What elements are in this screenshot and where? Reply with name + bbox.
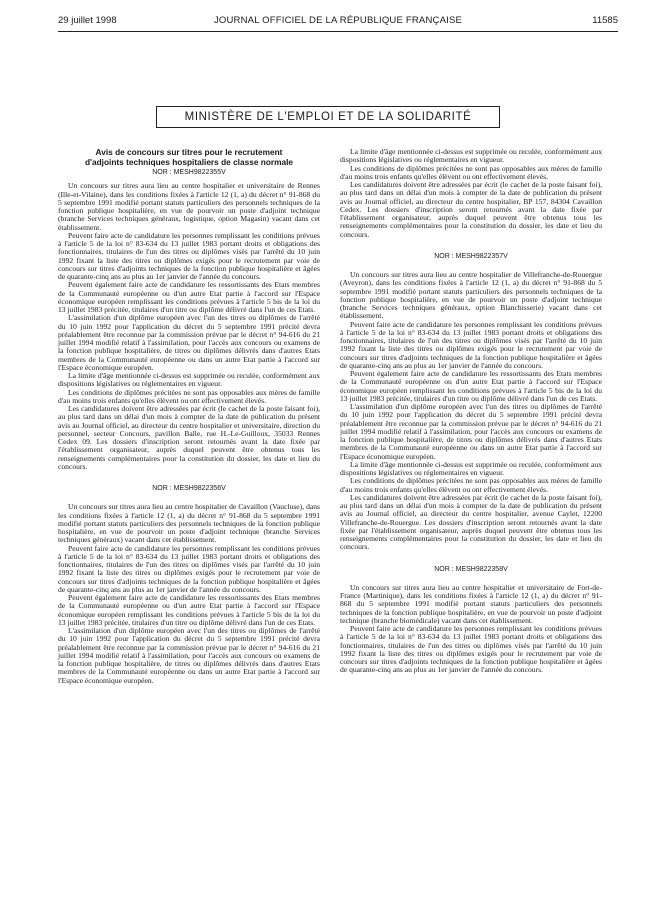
ministry-heading: MINISTÈRE DE L'EMPLOI ET DE LA SOLIDARITÉ: [156, 106, 500, 128]
paragraph: Les conditions de diplômes précitées ne sont pas opposables aux mères de famille d'au moins trois enfants qu'elles élèvent ou ont effectivement élevés.: [340, 476, 602, 494]
page-header: [58, 15, 618, 29]
paragraph: Un concours sur titres aura lieu au centre hospitalier de Cavaillon (Vaucluse), dans les conditions fixées à l'article 12 (1, a) du décret n° 91-868 du 5 septembre 1991 modifié portant statuts particuliers des personnels techniques de la fonction publique hospitalière, en vue de pourvoir un poste d'adjoint technique (branche Services techniques généraux) vacant dans cet établissement.: [58, 502, 320, 545]
journal-title: JOURNAL OFFICIEL DE LA RÉPUBLIQUE FRANÇAISE: [213, 15, 463, 26]
paragraph: L'assimilation d'un diplôme européen avec l'un des titres ou diplômes de l'arrêté du 10 juin 1992 pour l'application du décret du 5 septembre 1991 précité devra préalablement être reconnue par la commission prévue par le décret n° 94-616 du 21 juillet 1994 modifié relatif à l'assimilation, pour l'accès aux concours ou examens de la fonction publique hospitalière, de titres ou diplômes délivrés dans d'autres Etats membres de la Communauté européenne ou dans un autre Etat partie à l'accord sur l'Espace économique européen.: [340, 402, 602, 461]
paragraph: Les candidatures doivent être adressées par écrit (le cachet de la poste faisant foi), au plus tard dans un délai d'un mois à compter de la date de publication du présent avis au Journal officiel, au directeur du centre hospitalier, avenue Caylet, 12200 Villefranche-de-Rouergue. Les dossiers d'inscription seront retournés avant la date fixée par l'établissement organisateur, auprès duquel peuvent être obtenus tous les renseignements complémentaires pour la constitution du dossier, les date et lieu du concours.: [340, 492, 602, 552]
left-column: [58, 148, 320, 685]
paragraph: Peuvent faire acte de candidature les personnes remplissant les conditions prévues à l'article 5 de la loi n° 83-634 du 13 juillet 1983 portant droits et obligations des fonctionnaires, titulaires de l'un des titres ou diplômes visés par l'arrêté du 10 juin 1992 fixant la liste des titres ou diplômes exigés pour le recrutement par voie de concours sur titres d'adjoints techniques de la fonction publique hospitalière et âgées de quarante-cinq ans au plus au 1er janvier de l'année du concours.: [340, 624, 602, 675]
page-number: 11585: [592, 15, 618, 26]
notice-title-line-2: d'adjoints techniques hospitaliers de classe normale: [84, 156, 294, 167]
paragraph: Peuvent également faire acte de candidature les ressortissants des Etats membres de la Communauté européenne ou d'un autre Etat partie à l'accord sur l'Espace économique européen remplissant les conditions prévues à l'article 5 bis de la loi du 13 juillet 1983 précitée, titulaires d'un titre ou diplôme délivré dans l'un de ces Etats.: [340, 369, 602, 403]
paragraph: La limite d'âge mentionnée ci-dessus est supprimée ou reculée, conformément aux dispositions législatives ou réglementaires en vigueur.: [340, 459, 602, 477]
paragraph: Peuvent également faire acte de candidature les ressortissants des Etats membres de la Communauté européenne ou d'un autre Etat partie à l'accord sur l'Espace économique européen remplissant les conditions prévues à l'article 5 bis de la loi du 13 juillet 1983 précitée, titulaires d'un titre ou diplôme délivré dans l'un de ces Etats.: [58, 593, 320, 627]
paragraph: L'assimilation d'un diplôme européen avec l'un des titres ou diplômes de l'arrêté du 10 juin 1992 pour l'application du décret du 5 septembre 1991 précité devra préalablement être reconnue par la commission prévue par le décret n° 94-616 du 21 juillet 1994 modifié relatif à l'assimilation, pour l'accès aux concours ou examens de la fonction publique hospitalière, de titres ou diplômes délivrés dans d'autres Etats membres de la Communauté européenne ou dans un autre Etat partie à l'accord sur l'Espace économique européen.: [58, 626, 320, 685]
paragraph: Peuvent également faire acte de candidature les ressortissants des Etats membres de la Communauté européenne ou d'un autre Etat partie à l'accord sur l'Espace économique européen remplissant les conditions prévues à l'article 5 bis de la loi du 13 juillet 1983 précitée, titulaires d'un titre ou diplôme délivré dans l'un de ces Etats.: [58, 280, 320, 314]
nor-reference: NOR : MESH9822355V: [152, 169, 226, 176]
paragraph: La limite d'âge mentionnée ci-dessus est supprimée ou reculée, conformément aux dispositions législatives ou réglementaires en vigueur.: [340, 147, 602, 165]
notice-title-line-1: Avis de concours sur titres pour le recrutement: [95, 147, 283, 157]
paragraph: Peuvent faire acte de candidature les personnes remplissant les conditions prévues à l'article 5 de la loi n° 83-634 du 13 juillet 1983 portant droits et obligations des fonctionnaires, titulaires de l'un des titres ou diplômes visés par l'arrêté du 10 juin 1992 fixant la liste des titres ou diplômes exigés pour le recrutement par voie de concours sur titres d'adjoints techniques de la fonction publique hospitalière et âgées de quarante-cinq ans au plus au 1er janvier de l'année du concours.: [58, 230, 320, 281]
paragraph: Peuvent faire acte de candidature les personnes remplissant les conditions prévues à l'article 5 de la loi n° 83-634 du 13 juillet 1983 portant droits et obligations des fonctionnaires, titulaires de l'un des titres ou diplômes visés par l'arrêté du 10 juin 1992 fixant la liste des titres ou diplômes exigés pour le recrutement par voie de concours sur titres d'adjoints techniques de la fonction publique hospitalière et âgées de quarante-cinq ans au plus au 1er janvier de l'année du concours.: [58, 543, 320, 594]
paragraph: Les candidatures doivent être adressées par écrit (le cachet de la poste faisant foi), au plus tard dans un délai d'un mois à compter de la date de publication du présent avis au Journal officiel, au directeur du centre hospitalier, BP 157, 84304 Cavaillon Cedex. Les dossiers d'inscription seront retournés avant la date fixée par l'établissement organisateur, auprès duquel peuvent être obtenus tous les renseignements complémentaires pour la constitution du dossier, les date et lieu du concours.: [340, 180, 602, 239]
issue-date: 29 juillet 1998: [58, 15, 117, 26]
nor-reference: NOR : MESH9822358V: [434, 565, 508, 573]
paragraph: La limite d'âge mentionnée ci-dessus est supprimée ou reculée, conformément aux dispositions législatives ou réglementaires en vigueur.: [58, 371, 320, 389]
header-rule: [58, 31, 618, 32]
nor-reference: NOR : MESH9822356V: [152, 485, 226, 492]
paragraph: L'assimilation d'un diplôme européen avec l'un des titres ou diplômes de l'arrêté du 10 juin 1992 pour l'application du décret du 5 septembre 1991 précité devra préalablement être reconnue par la commission prévue par le décret n° 94-616 du 21 juillet 1994 modifié relatif à l'assimilation, pour l'accès aux concours ou examens de la fonction publique hospitalière, de titres ou diplômes délivrés dans d'autres Etats membres de la Communauté européenne ou dans un autre Etat partie à l'accord sur l'Espace économique européen.: [58, 313, 320, 372]
paragraph: Un concours sur titres aura lieu au centre hospitalier de Villefranche-de-Rouergue (Aveyron), dans les conditions fixées à l'article 12 (1, a) du décret n° 91-868 du 5 septembre 1991 modifié portant statuts particuliers des personnels techniques de la fonction publique hospitalière, en vue de pourvoir un poste d'adjoint technique (branche Services techniques généraux, option Blanchisserie) vacant dans cet établissement.: [340, 270, 602, 321]
nor-reference: NOR : MESH9822357V: [434, 252, 508, 260]
right-column: [340, 148, 602, 675]
paragraph: Peuvent faire acte de candidature les personnes remplissant les conditions prévues à l'article 5 de la loi n° 83-634 du 13 juillet 1983 portant droits et obligations des fonctionnaires, titulaires de l'un des titres ou diplômes visés par l'arrêté du 10 juin 1992 fixant la liste des titres ou diplômes exigés pour le recrutement par voie de concours sur titres d'adjoints techniques de la fonction publique hospitalière et âgées de quarante-cinq ans au plus au 1er janvier de l'année du concours.: [340, 319, 602, 370]
paragraph: Un concours sur titres aura lieu au centre hospitalier et universitaire de Rennes (Ille-et-Vilaine), dans les conditions fixées à l'article 12 (1, a) du décret n° 91-868 du 5 septembre 1991 modifié portant statuts particuliers des personnels techniques de la fonction publique hospitalière, en vue de pourvoir un poste d'adjoint technique (branche Services techniques généraux, logistique, option Magasin) vacant dans cet établissement.: [58, 181, 320, 232]
paragraph: Un concours sur titres aura lieu au centre hospitalier et universitaire de Fort-de-France (Martinique), dans les conditions fixées à l'article 12 (1, a) du décret n° 91-868 du 5 septembre 1991 modifié portant statuts particuliers des personnels techniques de la fonction publique hospitalière, en vue de pourvoir un poste d'adjoint technique (branche biomédicale) vacant dans cet établissement.: [340, 582, 602, 625]
paragraph: Les candidatures doivent être adressées par écrit (le cachet de la poste faisant foi), au plus tard dans un délai d'un mois à compter de la date de publication du présent avis au Journal officiel, au directeur du centre hospitalier et universitaire, direction du personnel, secteur Concours, pavillon Balle, rue H.-Le-Guilloux, 35033 Rennes Cedex 09. Les dossiers d'inscription seront retournés avant la date fixée par l'établissement organisateur, auprès duquel peuvent être obtenus tous les renseignements complémentaires pour la constitution du dossier, les date et lieu du concours.: [58, 404, 320, 471]
paragraph: Les conditions de diplômes précitées ne sont pas opposables aux mères de famille d'au moins trois enfants qu'elles élèvent ou ont effectivement élevés.: [340, 163, 602, 181]
paragraph: Les conditions de diplômes précitées ne sont pas opposables aux mères de famille d'au moins trois enfants qu'elles élèvent ou ont effectivement élevés.: [58, 387, 320, 405]
